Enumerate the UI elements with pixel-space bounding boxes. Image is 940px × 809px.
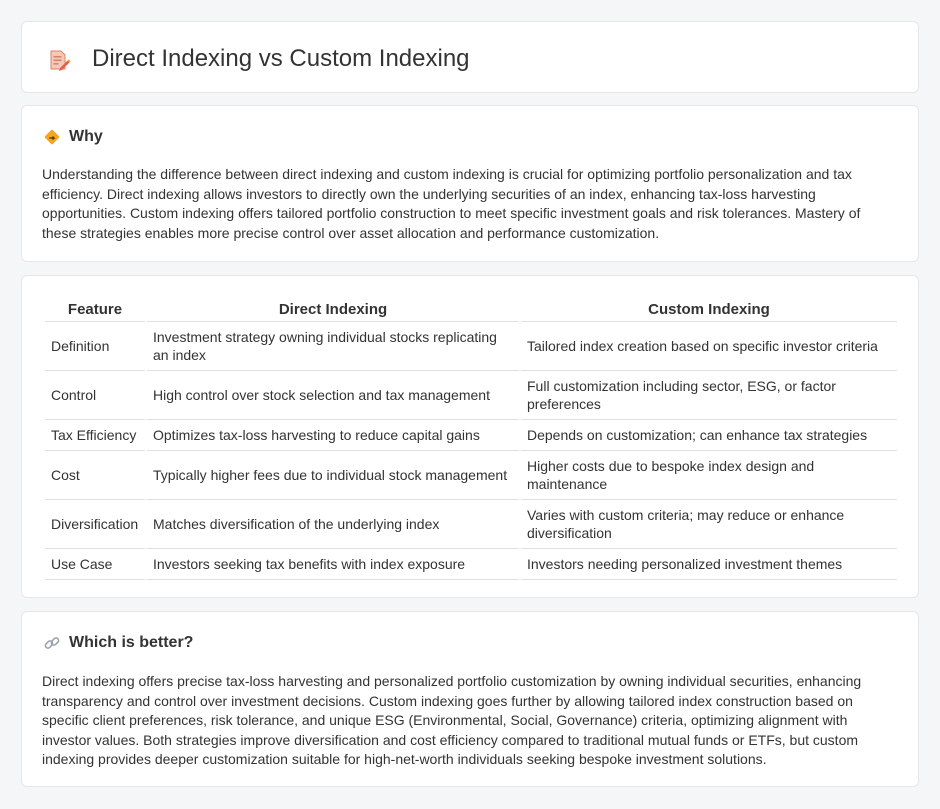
feature-cell: Cost (45, 451, 145, 500)
document-pencil-icon (47, 48, 71, 72)
which-is-better-section (21, 611, 919, 787)
diamond-sign-icon (43, 128, 61, 146)
table-row (45, 549, 897, 580)
comparison-table-card (21, 275, 919, 598)
why-section (21, 105, 919, 262)
custom-indexing-cell: Varies with custom criteria; may reduce or enhance diversification (521, 500, 897, 549)
link-icon (43, 634, 61, 652)
table-row (45, 420, 897, 451)
custom-indexing-cell: Depends on customization; can enhance tax strategies (521, 420, 897, 451)
better-paragraph: Direct indexing offers precise tax-loss harvesting and personalized portfolio customization by owning individual securities, enhancing transparency and control over investment decisions. Custom indexing goes further by allowing tailored index construction based on specific client preferences, risk tolerance, and unique ESG (Environmental, Social, Governance) criteria, optimizing alignment with investor values. Both strategies improve diversification and cost efficiency compared to traditional mutual funds or ETFs, but custom indexing provides deeper customization suitable for high-net-worth individuals seeking bespoke investment solutions. (42, 673, 862, 767)
feature-cell: Control (45, 371, 145, 420)
table-row (45, 500, 897, 549)
custom-indexing-cell: Investors needing personalized investment themes (521, 549, 897, 580)
comparison-table (43, 296, 899, 580)
feature-cell: Diversification (45, 500, 145, 549)
table-header-row (45, 296, 897, 322)
direct-indexing-cell: Optimizes tax-loss harvesting to reduce capital gains (147, 420, 519, 451)
why-paragraph: Understanding the difference between direct indexing and custom indexing is crucial for optimizing portfolio personalization and tax efficiency. Direct indexing allows investors to directly own the underlying securities of an index, enhancing tax-loss harvesting opportunities. Custom indexing offers tailored portfolio construction to meet specific investment goals and risk tolerances. Mastery of these strategies enables more precise control over asset allocation and performance customization. (42, 166, 861, 241)
custom-indexing-cell: Full customization including sector, ESG, or factor preferences (521, 371, 897, 420)
better-heading (43, 634, 193, 652)
table-row (45, 451, 897, 500)
direct-indexing-cell: Investment strategy owning individual stocks replicating an index (147, 322, 519, 371)
feature-cell: Use Case (45, 549, 145, 580)
table-row (45, 322, 897, 371)
direct-indexing-cell: Investors seeking tax benefits with index exposure (147, 549, 519, 580)
custom-indexing-cell: Tailored index creation based on specific investor criteria (521, 322, 897, 371)
header-card (21, 21, 919, 93)
column-header-custom-indexing: Custom Indexing (521, 296, 897, 322)
direct-indexing-cell: Matches diversification of the underlying index (147, 500, 519, 549)
better-title: Which is better? (69, 634, 194, 651)
why-title: Why (69, 128, 103, 145)
direct-indexing-cell: Typically higher fees due to individual stock management (147, 451, 519, 500)
feature-cell: Tax Efficiency (45, 420, 145, 451)
table-row (45, 371, 897, 420)
direct-indexing-cell: High control over stock selection and tax management (147, 371, 519, 420)
column-header-feature: Feature (45, 296, 145, 322)
feature-cell: Definition (45, 322, 145, 371)
page-title: Direct Indexing vs Custom Indexing (92, 45, 470, 72)
column-header-direct-indexing: Direct Indexing (147, 296, 519, 322)
custom-indexing-cell: Higher costs due to bespoke index design and maintenance (521, 451, 897, 500)
why-heading (43, 128, 103, 146)
